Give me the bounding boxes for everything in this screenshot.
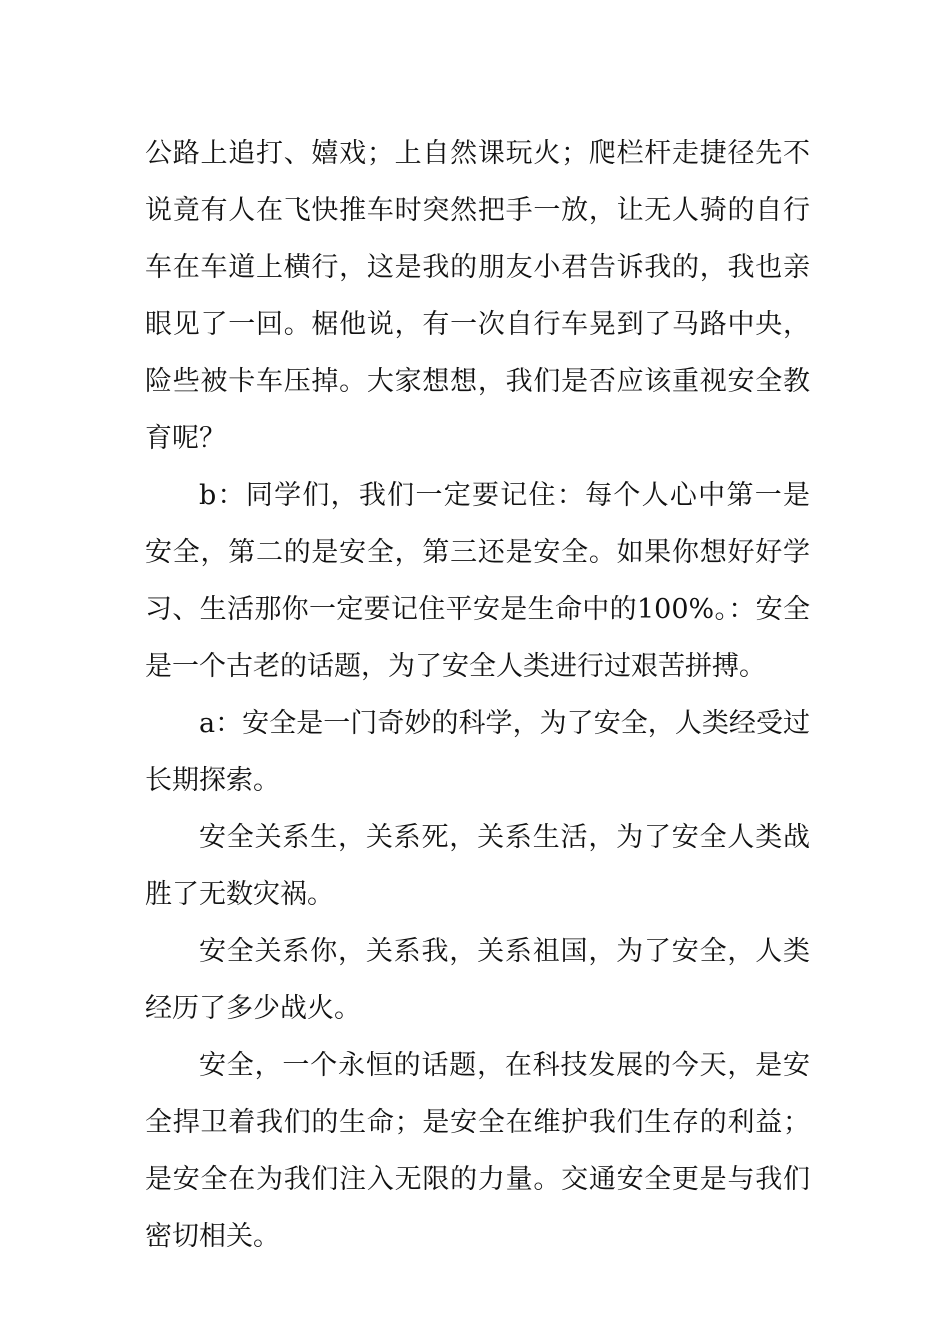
paragraph-you-and-me: 安全关系你，关系我，关系祖国，为了安全，人类经历了多少战火。 xyxy=(145,936,810,1024)
paragraph-continuation: 公路上追打、嬉戏；上自然课玩火；爬栏杆走捷径先不说竟有人在飞快推车时突然把手一放，让无人骑的自行车在车道上横行，这是我的朋友小君告诉我的，我也亲眼见了一回。椐他说，有一次自行车晃到了马路中央，险些被卡车压掉。大家想想，我们是否应该重视安全教育呢？ xyxy=(145,138,810,454)
paragraph-life-and-death: 安全关系生，关系死，关系生活，为了安全人类战胜了无数灾祸。 xyxy=(145,822,810,910)
paragraph-speaker-b: b：同学们，我们一定要记住：每个人心中第一是安全，第二的是安全，第三还是安全。如果你想好好学习、生活那你一定要记住平安是生命中的100%。：安全是一个古老的话题，为了安全人类进行过艰苦拼搏。 xyxy=(145,480,810,682)
paragraph-eternal-topic: 安全，一个永恒的话题，在科技发展的今天，是安全捍卫着我们的生命；是安全在维护我们生存的利益；是安全在为我们注入无限的力量。交通安全更是与我们密切相关。 xyxy=(145,1050,810,1252)
paragraph-speaker-a: a：安全是一门奇妙的科学，为了安全，人类经受过长期探索。 xyxy=(145,708,810,796)
document-body xyxy=(145,125,810,1265)
